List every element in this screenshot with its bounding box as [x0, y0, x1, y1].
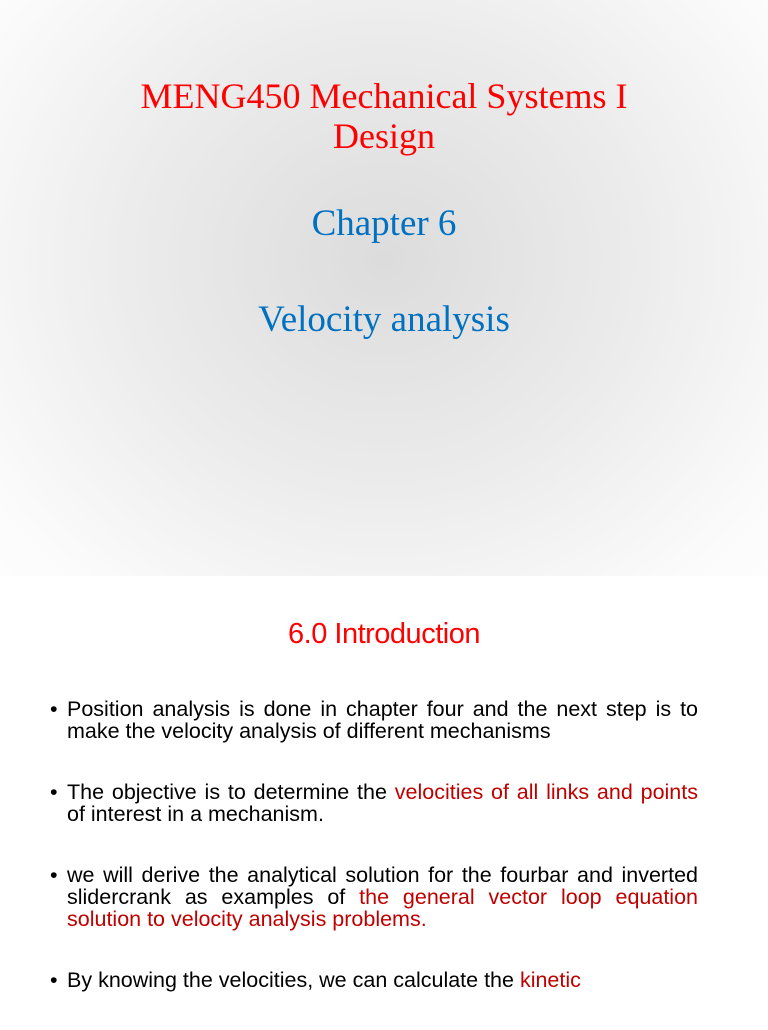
bullet-text: The objective is to determine the	[67, 780, 395, 804]
bullet-item	[50, 864, 698, 930]
bullet-list	[50, 698, 698, 1030]
introduction-slide	[0, 576, 768, 1024]
bullet-item	[50, 698, 698, 742]
course-title-line1: MENG450 Mechanical Systems I	[140, 76, 628, 116]
bullet-item	[50, 781, 698, 825]
bullet-highlight: the general vector loop equation solution to velocity analysis problems.	[67, 885, 698, 931]
bullet-highlight: velocities of all links and points	[394, 780, 698, 804]
chapter-label: Chapter 6	[311, 203, 457, 244]
course-title	[0, 76, 768, 156]
bullet-item	[50, 969, 698, 991]
section-heading: 6.0 Introduction	[288, 618, 480, 650]
bullet-text: By knowing the velocities, we can calculate the	[67, 968, 520, 992]
course-title-line2: Design	[333, 116, 435, 156]
bullet-text: Position analysis is done in chapter four and the next step is to make the velocity analysis of different mechanisms	[67, 697, 698, 743]
chapter-subtitle: Velocity analysis	[258, 299, 510, 340]
bullet-text: we will derive the analytical solution for the fourbar and inverted slidercrank as examples of	[67, 863, 698, 909]
bullet-text: of interest in a mechanism.	[67, 802, 324, 826]
bullet-highlight: kinetic	[519, 968, 581, 992]
